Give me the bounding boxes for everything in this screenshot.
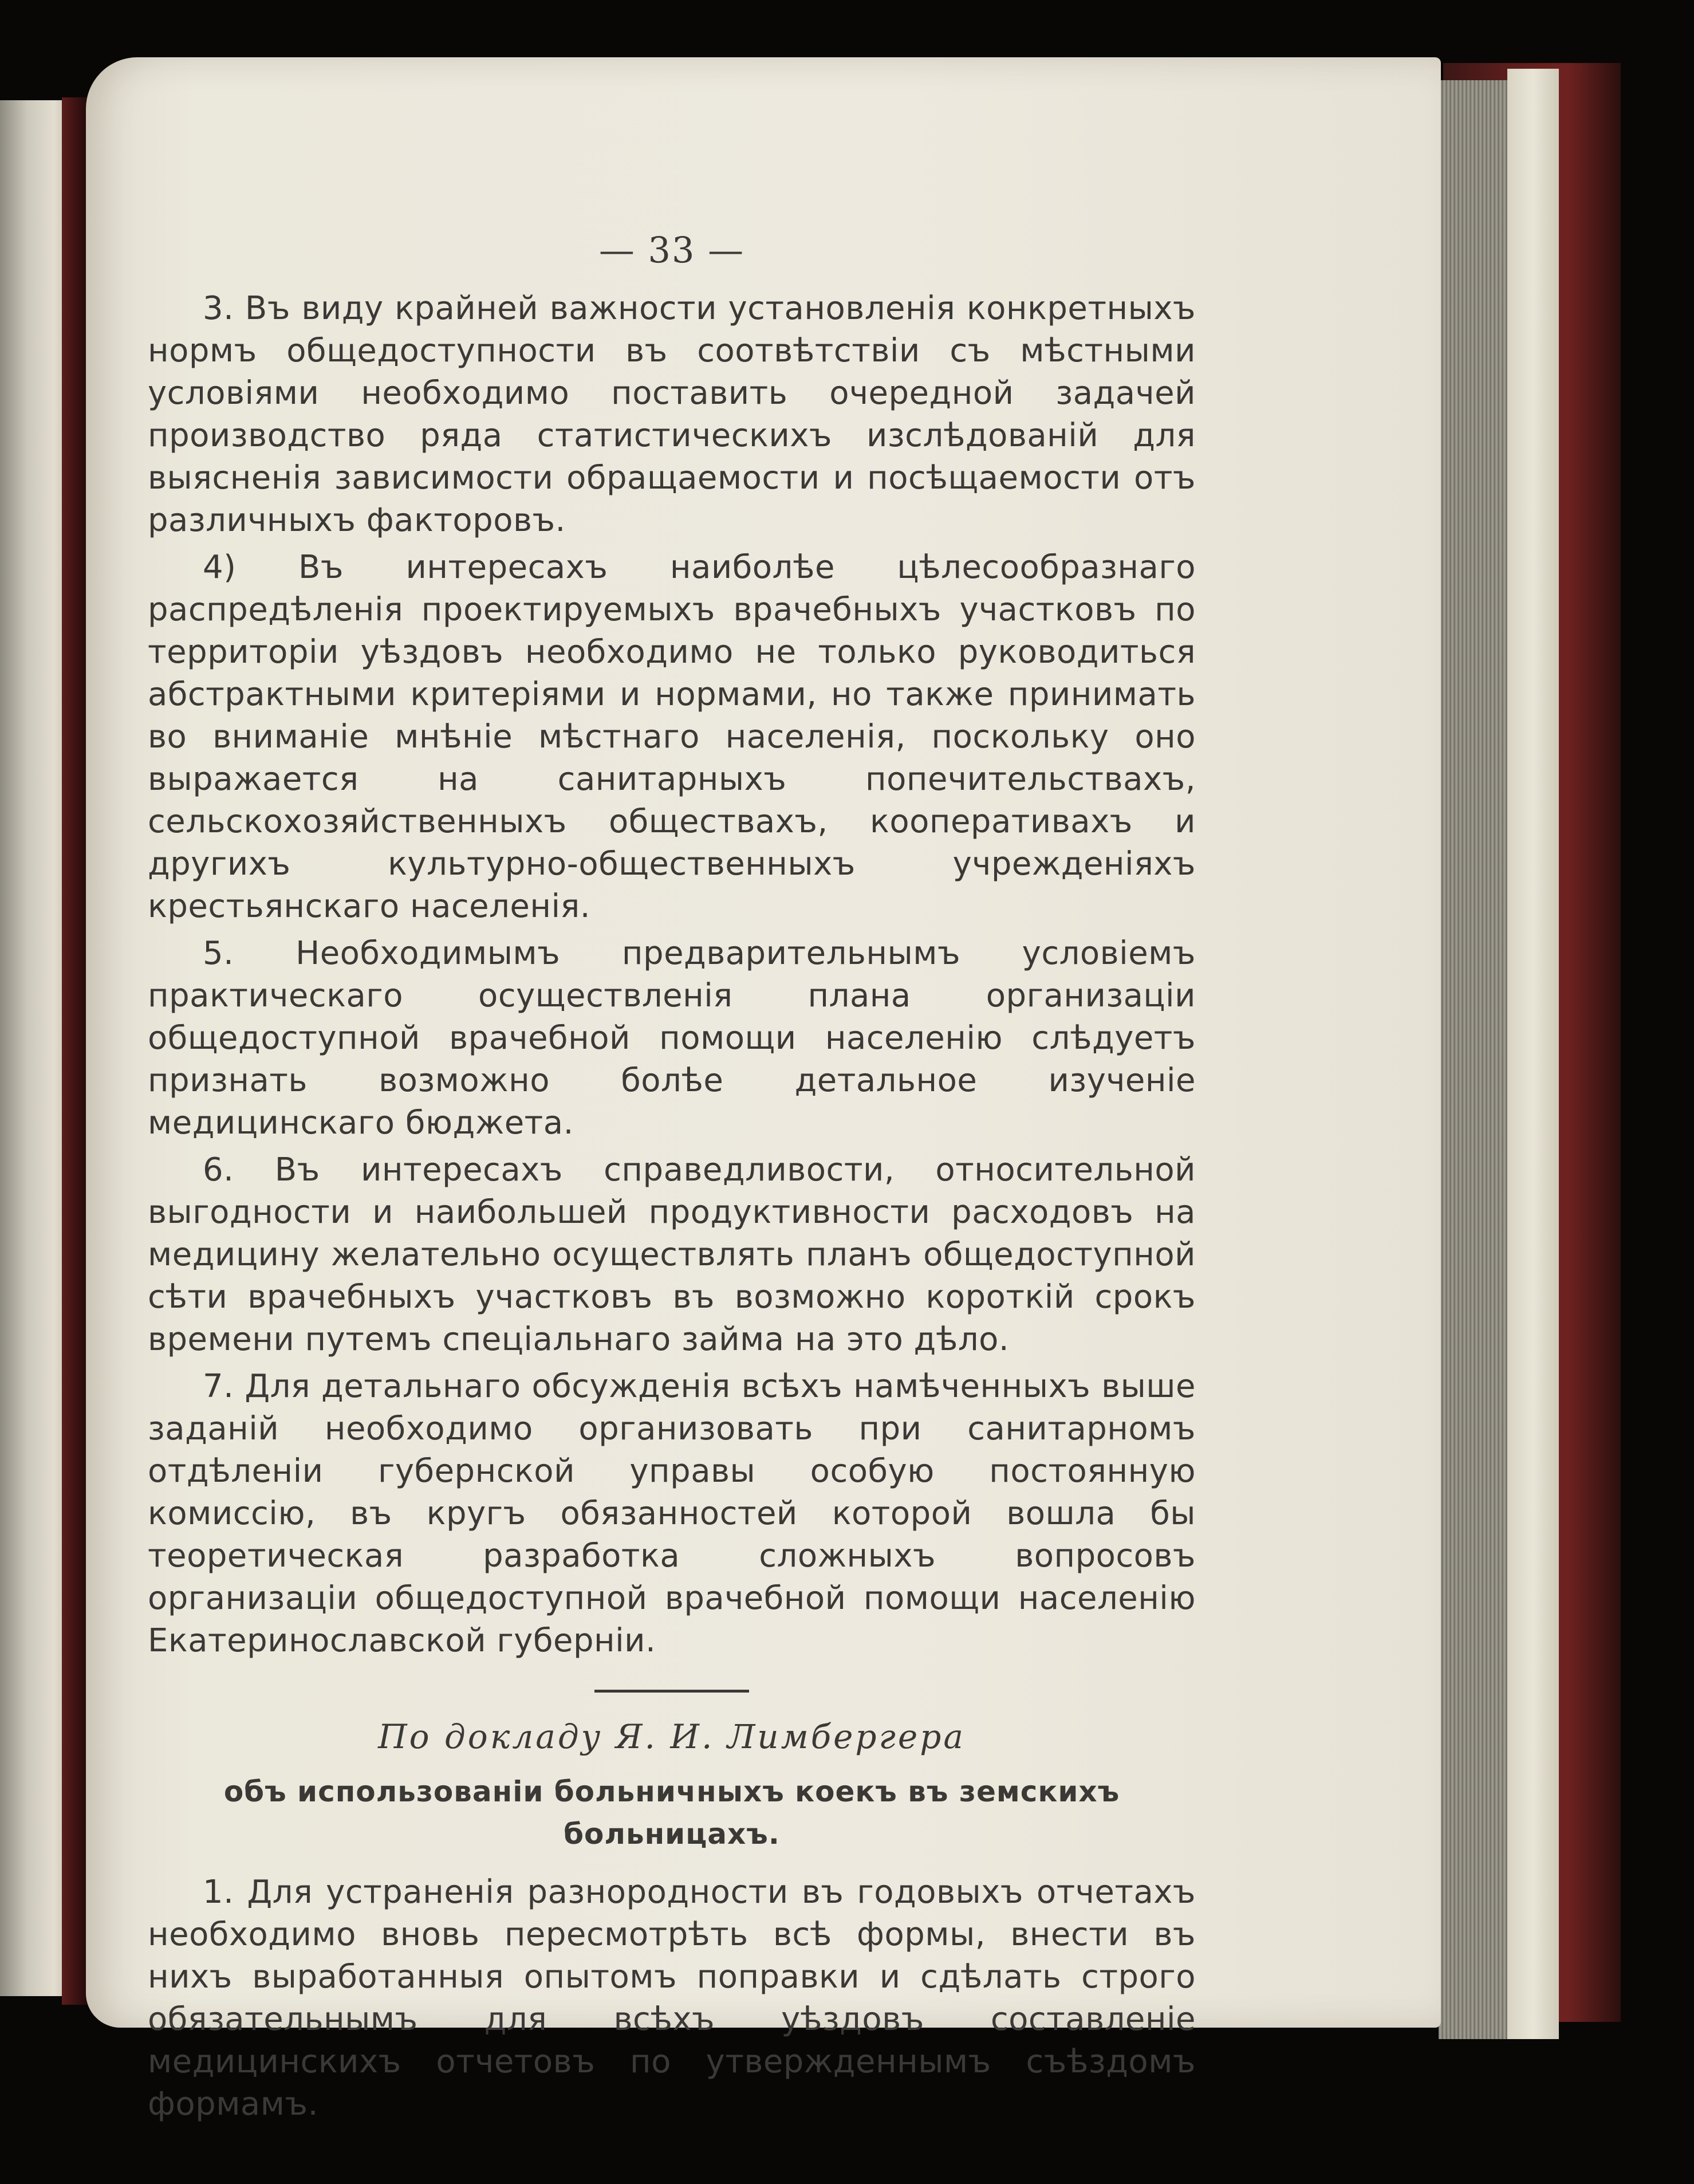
report-author-line: По докладу Я. И. Лимбергера (378, 1717, 966, 1756)
paragraph-4: 4) Въ интересахъ наиболѣе цѣлесообразнаго распредѣленія проектируемыхъ врачебныхъ участковъ по территоріи уѣздовъ необходимо не только руководиться абстрактными критеріями и нормами, но также принимать во вниманіе мнѣніе мѣстнаго населенія, поскольку оно выражается на санитарныхъ попечительствахъ, сельскохозяйственныхъ обществахъ, кооперативахъ и другихъ культурно-общественныхъ учрежденіяхъ крестьянскаго населенія. (148, 549, 1196, 925)
section-divider (594, 1690, 749, 1693)
section-paragraph-1: 1. Для устраненія разнородности въ годовыхъ отчетахъ необходимо вновь пересмотрѣть всѣ формы, внести въ нихъ выработанныя опытомъ поправки и сдѣлать строго обязательнымъ для всѣхъ уѣздовъ составленіе медицинскихъ отчетовъ по утвержденнымъ съѣздомъ формамъ. (148, 1874, 1196, 2123)
left-page-edge (0, 100, 68, 1996)
paragraph-7: 7. Для детальнаго обсужденія всѣхъ намѣченныхъ выше заданій необходимо организовать при санитарномъ отдѣленіи губернской управы особую постоянную комиссію, въ кругъ обязанностей которой вошла бы теоретическая разработка сложныхъ вопросовъ организаціи общедоступной врачебной помощи населенію Екатеринославской губерніи. (148, 1368, 1196, 1659)
paragraph-6: 6. Въ интересахъ справедливости, относительной выгодности и наибольшей продуктивности расходовъ на медицину желательно осуществлять планъ общедоступной сѣти врачебныхъ участковъ въ возможно короткій срокъ времени путемъ спеціальнаго займа на это дѣло. (148, 1151, 1196, 1358)
section-title: объ использованіи больничныхъ коекъ въ земскихъ больницахъ. (223, 1775, 1120, 1851)
paragraph-3: 3. Въ виду крайней важности установленія конкретныхъ нормъ общедоступности въ соотвѣтствіи съ мѣстными условіями необходимо поставить очередной задачей производство ряда статистическихъ изслѣдованій для выясненія зависимости обращаемости и посѣщаемости отъ различныхъ факторовъ. (148, 290, 1196, 539)
page-content (148, 229, 1196, 2130)
page-number: — 33 — (598, 229, 745, 271)
page-stack-edge (1439, 80, 1507, 2039)
paragraph-5: 5. Необходимымъ предварительнымъ условіемъ практическаго осуществленія плана организаціи общедоступной врачебной помощи населенію слѣдуетъ признать возможно болѣе детальное изученіе медицинскаго бюджета. (148, 935, 1196, 1142)
page-stack-edge-light (1507, 69, 1559, 2039)
